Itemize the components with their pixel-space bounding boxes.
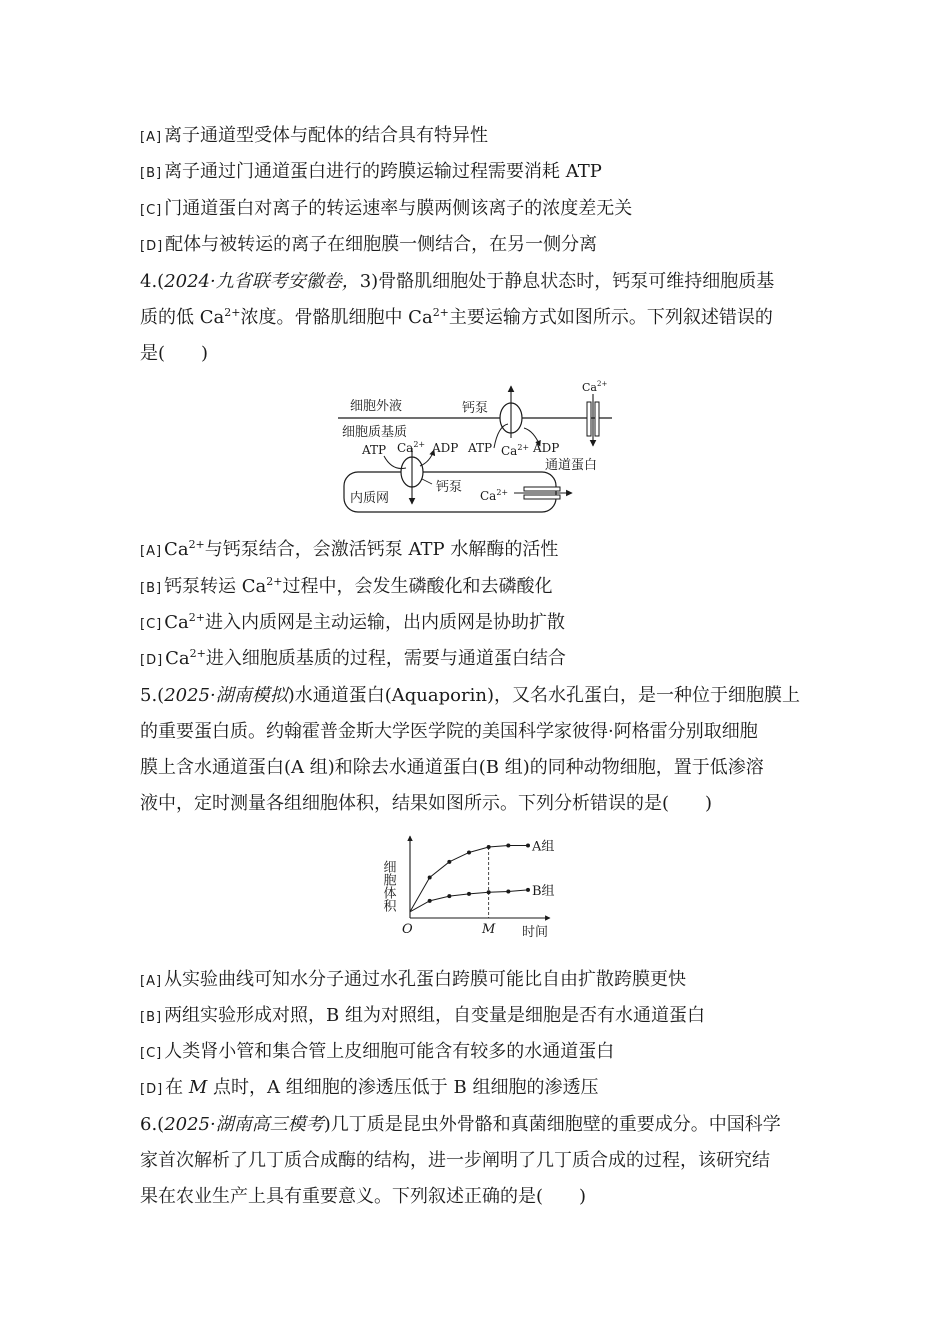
x-axis-label: 时间	[522, 925, 549, 940]
q4-stem: 4.(2024·九省联考安徽卷，3)骨骼肌细胞处于静息状态时，钙泵可维持细胞质基 质的低 $Ca^{2+}$浓度。骨骼肌细胞中 $Ca^{2+}$主要运输方式如图所示。下列叙述错误的 是( )	[140, 271, 775, 364]
q4-option-c[interactable]: [C] $Ca^{2+}$进入内质网是主动运输，出内质网是协助扩散	[140, 611, 565, 633]
svg-text:钙泵: 钙泵	[436, 480, 463, 495]
series-point	[428, 899, 432, 903]
q4-option-b[interactable]: [B] 钙泵转运 $Ca^{2+}$过程中，会发生磷酸化和去磷酸化	[140, 575, 553, 597]
svg-text:ATP: ATP	[362, 443, 387, 457]
series-point	[467, 892, 471, 896]
q5-option-b[interactable]: [B] 两组实验形成对照，B 组为对照组，自变量是细胞是否有水通道蛋白	[140, 1005, 706, 1026]
series-point	[467, 850, 471, 854]
q6-stem: 6.(2025·湖南高三模考)几丁质是昆虫外骨骼和真菌细胞壁的重要成分。中国科学 家首次解析了几丁质合成酶的结构，进一步阐明了几丁质合成的过程，该研究结 果在农业生产上具有重要意义。下列叙述正确的是( )	[140, 1114, 781, 1207]
svg-text:Ca2+: $Ca^{2+}$	[480, 488, 509, 503]
label-outside: 细胞外液	[350, 399, 403, 414]
cell-volume-chart	[380, 830, 570, 942]
series-point	[487, 845, 491, 849]
series-point	[526, 888, 530, 892]
m-label: M	[482, 922, 496, 937]
q4-option-a[interactable]: [A] $Ca^{2+}$与钙泵结合，会激活钙泵 ATP 水解酶的活性	[140, 538, 559, 560]
svg-text:ADP: ADP	[533, 441, 560, 455]
series-label: A组	[532, 839, 555, 855]
series-point	[487, 890, 491, 894]
svg-text:Ca2+: $Ca^{2+}$	[397, 440, 426, 455]
svg-text:通道蛋白: 通道蛋白	[545, 458, 598, 473]
q3-option-b[interactable]: [B] 离子通过门通道蛋白进行的跨膜运输过程需要消耗 ATP	[140, 161, 602, 182]
series-point	[447, 860, 451, 864]
y-axis-label: 细胞体积	[380, 860, 396, 912]
svg-text:内质网: 内质网	[350, 491, 390, 506]
series-point	[506, 843, 510, 847]
svg-text:钙泵: 钙泵	[462, 401, 489, 416]
q4-option-d[interactable]: [D] $Ca^{2+}$进入细胞质基质的过程，需要与通道蛋白结合	[140, 647, 566, 669]
q5-stem: 5.(2025·湖南模拟)水通道蛋白(Aquaporin)，又名水孔蛋白，是一种位于细胞膜上 的重要蛋白质。约翰霍普金斯大学医学院的美国科学家彼得·阿格雷分别取细胞 膜上含水通道蛋白(A 组)和除去水通道蛋白(B 组)的同种动物细胞，置于低渗溶 液中，定时测量各组细胞体积，结果如图所示。下列分析错误的是( )	[140, 685, 800, 814]
q3-option-a[interactable]: [A] 离子通道型受体与配体的结合具有特异性	[140, 125, 489, 146]
q3-option-d[interactable]: [D] 配体与被转运的离子在细胞膜一侧结合，在另一侧分离	[140, 234, 598, 255]
label-cytoplasm: 细胞质基质	[342, 425, 408, 440]
series-label: B组	[532, 883, 555, 899]
series-point	[428, 875, 432, 879]
q5-option-d[interactable]: [D] 在 M 点时，A 组细胞的渗透压低于 B 组细胞的渗透压	[140, 1077, 599, 1098]
q5-option-c[interactable]: [C] 人类肾小管和集合管上皮细胞可能含有较多的水通道蛋白	[140, 1041, 615, 1062]
q3-option-c[interactable]: [C] 门通道蛋白对离子的转运速率与膜两侧该离子的浓度差无关	[140, 198, 633, 219]
svg-text:ADP: ADP	[432, 441, 459, 455]
q5-option-a[interactable]: [A] 从实验曲线可知水分子通过水孔蛋白跨膜可能比自由扩散跨膜更快	[140, 969, 687, 990]
calcium-transport-diagram	[330, 376, 620, 516]
origin-label: O	[402, 922, 413, 937]
svg-text:Ca2+: $Ca^{2+}$	[501, 443, 530, 458]
series-point	[506, 889, 510, 893]
series-point	[447, 894, 451, 898]
svg-text:Ca2+: $Ca^{2+}$	[582, 380, 608, 394]
svg-text:ATP: ATP	[468, 441, 493, 455]
chart-plot-area	[410, 839, 555, 918]
series-point	[526, 843, 530, 847]
